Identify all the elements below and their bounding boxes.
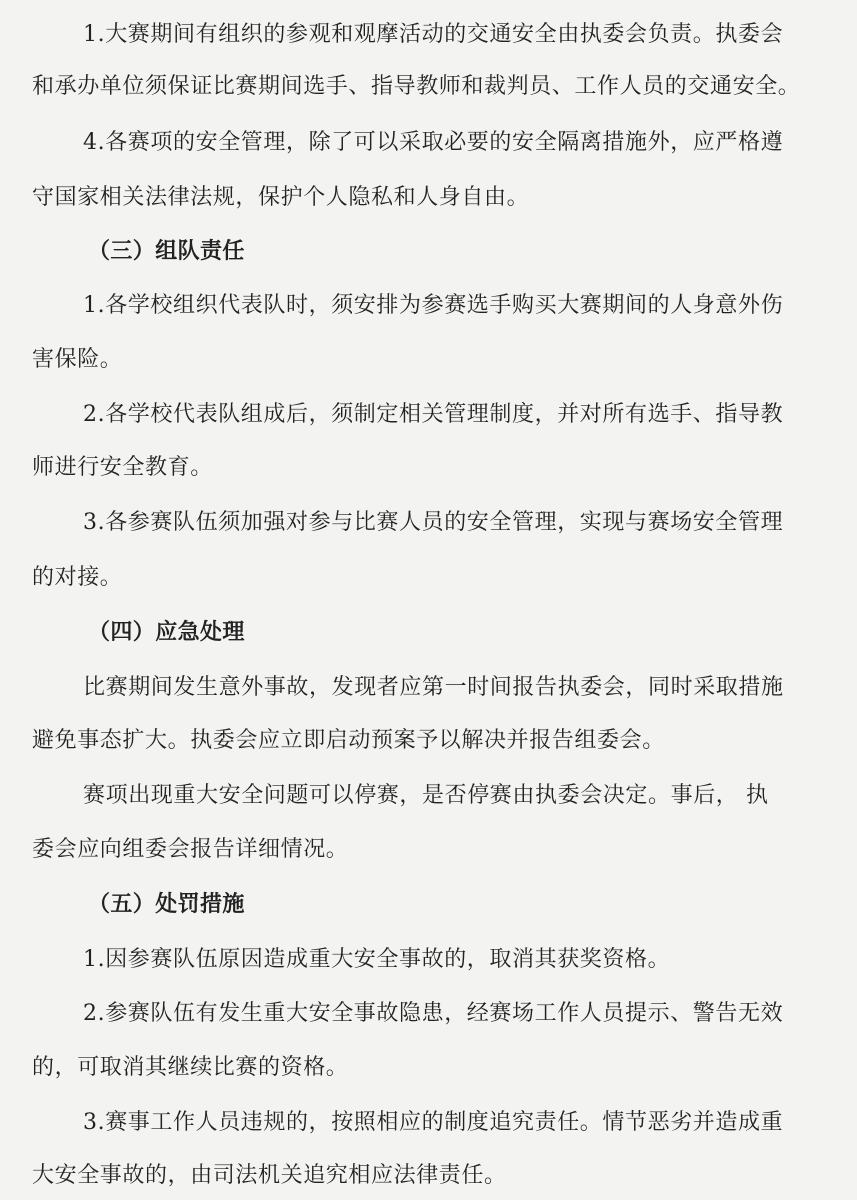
paragraph-transport-line-2: 和承办单位须保证比赛期间选手、指导教师和裁判员、工作人员的交通安全。 <box>32 74 801 99</box>
section-heading-team: （三）组队责任 <box>88 239 245 264</box>
paragraph-team-3-line-1: 3.各参赛队伍须加强对参与比赛人员的安全管理，实现与赛场安全管理 <box>83 510 784 535</box>
paragraph-penalty-1: 1.因参赛队伍原因造成重大安全事故的，取消其获奖资格。 <box>83 947 671 972</box>
paragraph-penalty-2-line-1: 2.参赛队伍有发生重大安全事故隐患，经赛场工作人员提示、警告无效 <box>83 1001 784 1026</box>
section-heading-penalty: （五）处罚措施 <box>88 892 245 917</box>
paragraph-team-2-line-1: 2.各学校代表队组成后，须制定相关管理制度，并对所有选手、指导教 <box>83 402 784 427</box>
paragraph-penalty-3-line-2: 大安全事故的，由司法机关追究相应法律责任。 <box>32 1163 507 1188</box>
paragraph-team-3-line-2: 的对接。 <box>32 565 123 590</box>
paragraph-penalty-3-line-1: 3.赛事工作人员违规的，按照相应的制度追究责任。情节恶劣并造成重 <box>83 1110 784 1135</box>
paragraph-emergency-1-line-2: 避免事态扩大。执委会应立即启动预案予以解决并报告组委会。 <box>32 728 665 753</box>
paragraph-team-1-line-2: 害保险。 <box>32 347 123 372</box>
paragraph-safety-line-1: 4.各赛项的安全管理，除了可以采取必要的安全隔离措施外，应严格遵 <box>83 130 784 155</box>
section-heading-emergency: （四）应急处理 <box>88 620 245 645</box>
paragraph-emergency-2-line-1: 赛项出现重大安全问题可以停赛，是否停赛由执委会决定。事后， 执 <box>83 783 769 808</box>
paragraph-safety-line-2: 守国家相关法律法规，保护个人隐私和人身自由。 <box>32 185 530 210</box>
paragraph-team-2-line-2: 师进行安全教育。 <box>32 455 213 480</box>
paragraph-team-1-line-1: 1.各学校组织代表队时，须安排为参赛选手购买大赛期间的人身意外伤 <box>83 293 784 318</box>
paragraph-penalty-2-line-2: 的，可取消其继续比赛的资格。 <box>32 1055 349 1080</box>
paragraph-emergency-2-line-2: 委会应向组委会报告详细情况。 <box>32 837 349 862</box>
paragraph-emergency-1-line-1: 比赛期间发生意外事故，发现者应第一时间报告执委会，同时采取措施 <box>83 675 784 700</box>
paragraph-transport-line-1: 1.大赛期间有组织的参观和观摩活动的交通安全由执委会负责。执委会 <box>83 22 784 47</box>
